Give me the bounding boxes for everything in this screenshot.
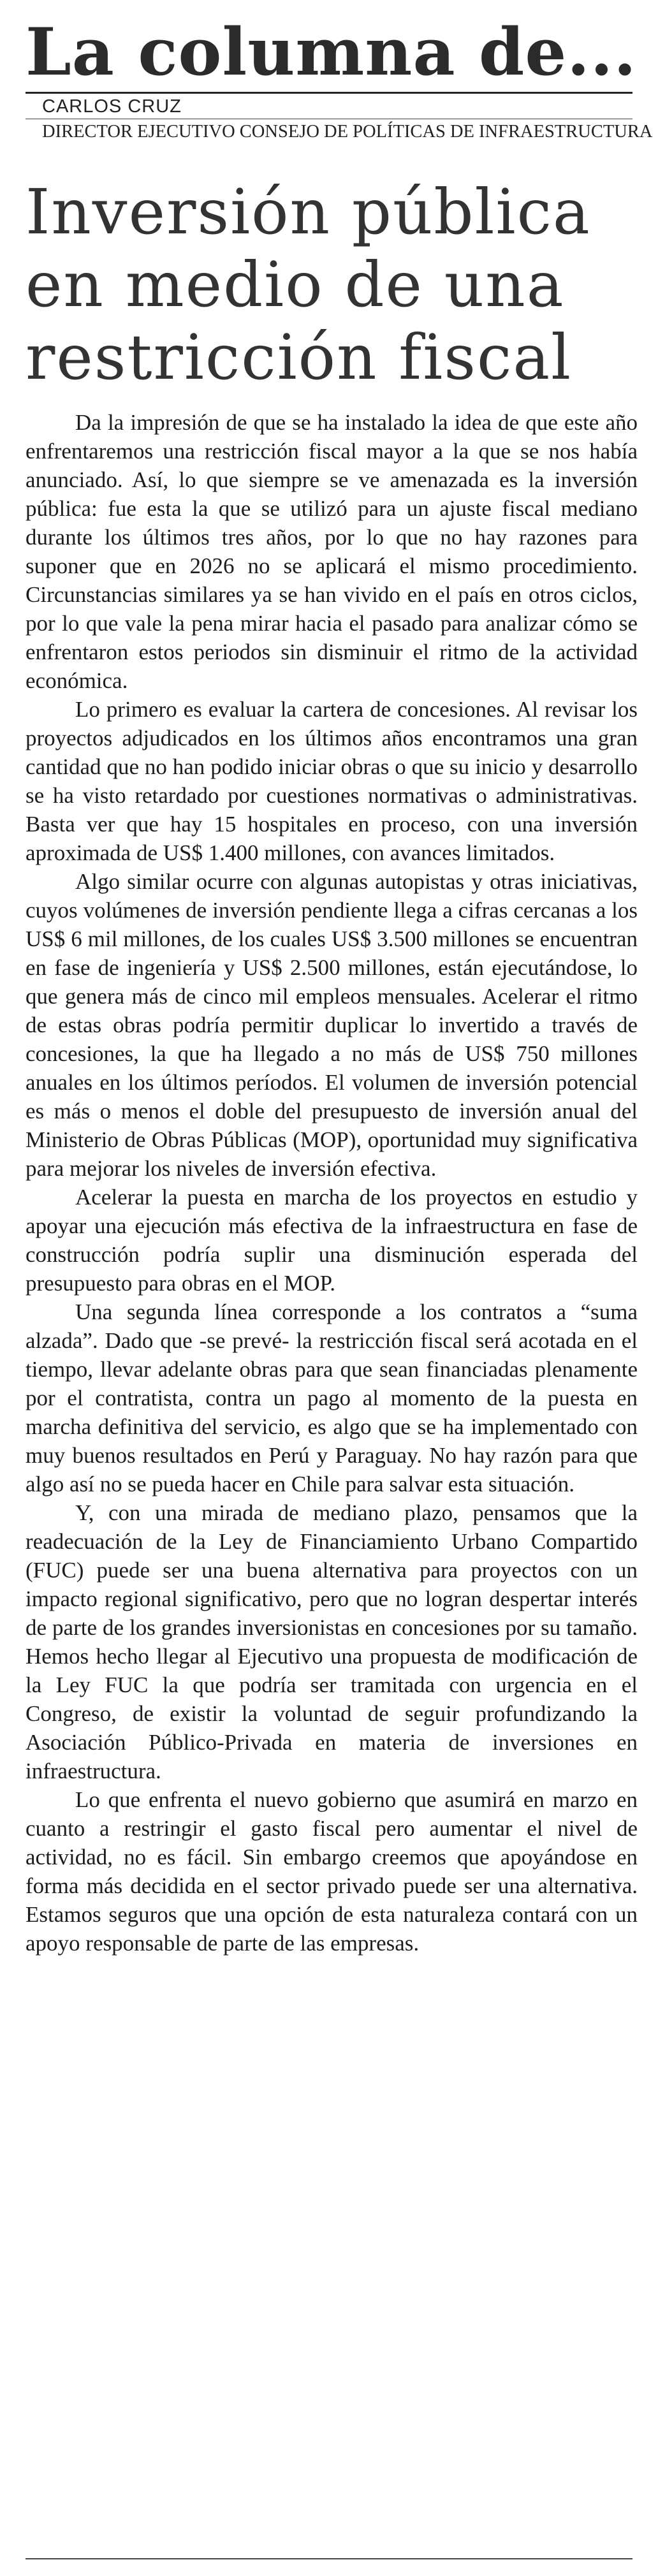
article-body [26,408,638,1958]
article-paragraph: Algo similar ocurre con algunas autopistas y otras iniciativas, cuyos volúmenes de inversión pendiente llega a cifras cercanas a los US$ 6 mil millones, de los cuales US$ 3.500 millones se encuentran en fase de ingeniería y US$ 2.500 millones, están ejecutándose, lo que genera más de cinco mil empleos mensuales. Acelerar el ritmo de estas obras podría permitir duplicar lo invertido a través de concesiones, la que ha llegado a no más de US$ 750 millones anuales en los últimos períodos. El volumen de inversión potencial es más o menos el doble del presupuesto de inversión anual del Ministerio de Obras Públicas (MOP), oportunidad muy significativa para mejorar los niveles de inversión efectiva. [26,869,638,1181]
article-paragraph: Da la impresión de que se ha instalado la idea de que este año enfrentaremos una restricción fiscal mayor a la que se nos había anunciado. Así, lo que siempre se ve amenazada es la inversión pública: fue esta la que se utilizó para un ajuste fiscal mediano durante los últimos tres años, por lo que no hay razones para suponer que en 2026 no se aplicará el mismo procedimiento. Circunstancias similares ya se han vivido en el país en otros ciclos, por lo que vale la pena mirar hacia el pasado para analizar cómo se enfrentaron estos periodos sin disminuir el ritmo de la actividad económica. [26,410,638,693]
article-paragraph: Lo que enfrenta el nuevo gobierno que asumirá en marzo en cuanto a restringir el gasto fiscal pero aumentar el nivel de actividad, no es fácil. Sin embargo creemos que apoyándose en forma más decidida en el sector privado puede ser una alternativa. Estamos seguros que una opción de esta naturaleza contará con un apoyo responsable de parte de las empresas. [26,1787,638,1956]
column-title: La columna de... [26,14,637,91]
article-paragraph: Y, con una mirada de mediano plazo, pensamos que la readecuación de la Ley de Financiamiento Urbano Compartido (FUC) puede ser una buena alternativa para proyectos con un impacto regional significativo, pero que no logran despertar interés de parte de los grandes inversionistas en concesiones por su tamaño. Hemos hecho llegar al Ejecutivo una propuesta de modificación de la Ley FUC la que podría ser tramitada con urgencia en el Congreso, de existir la voluntad de seguir profundizando la Asociación Público-Privada en materia de inversiones en infraestructura. [26,1500,638,1783]
header-rule [26,92,632,94]
author-role: DIRECTOR EJECUTIVO CONSEJO DE POLÍTICAS DE INFRAESTRUCTURA [42,122,653,142]
footer-rule [26,2558,632,2559]
article-paragraph: Acelerar la puesta en marcha de los proyectos en estudio y apoyar una ejecución más efectiva de la infraestructura en fase de construcción podría suplir una disminución esperada del presupuesto para obras en el MOP. [26,1185,638,1296]
author-name: CARLOS CRUZ [42,96,182,117]
article-paragraph: Lo primero es evaluar la cartera de concesiones. Al revisar los proyectos adjudicados en los últimos años encontramos una gran cantidad que no han podido iniciar obras o que su inicio y desarrollo se ha visto retardado por cuestiones normativas o administrativas. Basta ver que hay 15 hospitales en proceso, con una inversión aproximada de US$ 1.400 millones, con avances limitados. [26,697,638,865]
article-headline: Inversión pública en medio de una restricción fiscal [26,176,591,393]
article-paragraph: Una segunda línea corresponde a los contratos a “suma alzada”. Dado que -se prevé- la restricción fiscal será acotada en el tiempo, llevar adelante obras para que sean financiadas plenamente por el contratista, contra un pago al momento de la puesta en marcha definitiva del servicio, es algo que se ha implementado con muy buenos resultados en Perú y Paraguay. No hay razón para que algo así no se pueda hacer en Chile para salvar esta situación. [26,1299,638,1497]
